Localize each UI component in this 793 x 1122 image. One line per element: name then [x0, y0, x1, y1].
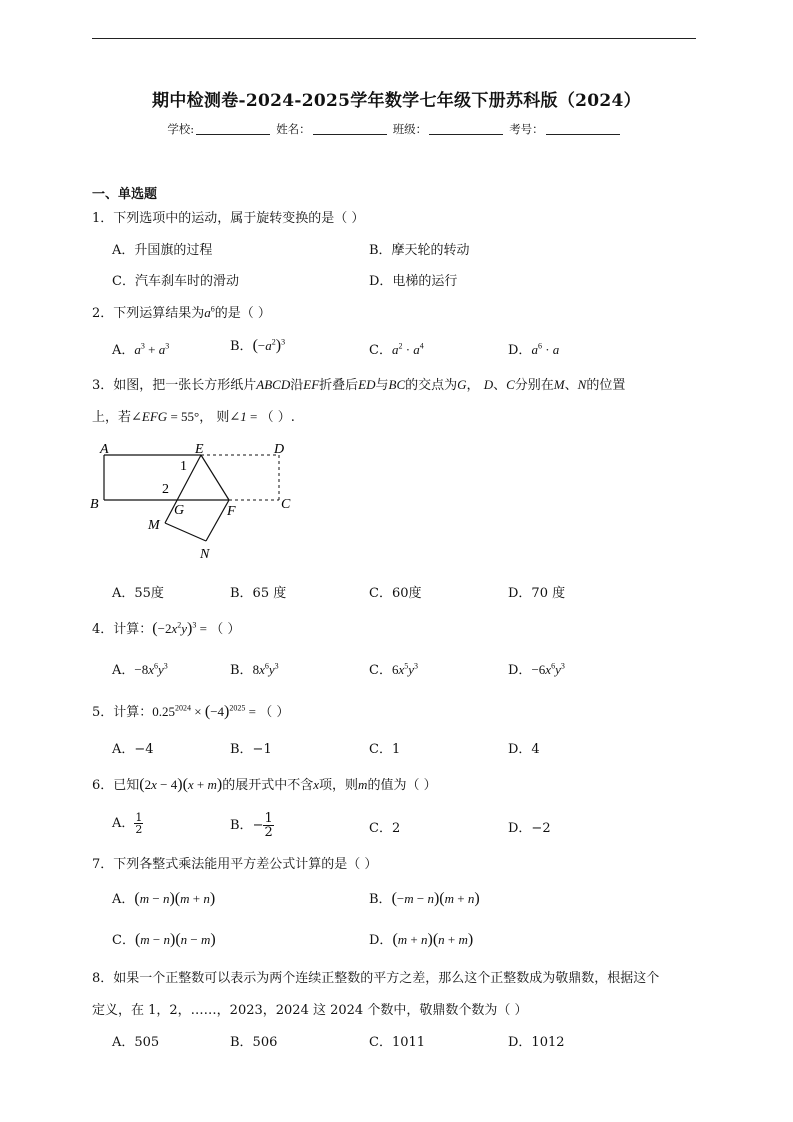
q1-option-c: C．汽车刹车时的滑动 [112, 274, 239, 289]
q3-option-c: C．60度 [369, 586, 422, 601]
fig-label-e: E [195, 442, 204, 457]
school-blank[interactable] [196, 123, 270, 135]
q8-option-d: D．1012 [508, 1035, 565, 1050]
q7-option-a: A．(m − n)(m + n) [112, 890, 216, 907]
q4-option-b: B．$8x^6y^3$ [230, 661, 279, 678]
school-label: 学校: [167, 122, 195, 136]
fig-line-ef [201, 455, 229, 500]
class-blank[interactable] [429, 123, 503, 135]
q6-option-d: D．−2 [508, 821, 551, 836]
q7-option-c: C．(m − n)(n − m) [112, 931, 216, 948]
fig-line-nf [206, 500, 229, 541]
q6-option-b: B．− $\frac{1}{2}$ [230, 811, 273, 840]
q7-option-b: B．(−m − n)(m + n) [369, 890, 480, 907]
q8-option-a: A．505 [112, 1035, 160, 1050]
q7-option-d: D．(m + n)(n + m) [369, 931, 474, 948]
q5-option-b: B．−1 [230, 742, 272, 757]
top-rule [92, 38, 696, 39]
q2-option-a: A．$a^3 + a^3$ [112, 341, 170, 358]
q1-option-b: B．摩天轮的转动 [369, 243, 470, 258]
name-label: 姓名： [276, 122, 311, 136]
fig-label-m: M [148, 518, 160, 533]
fig-label-c: C [281, 497, 291, 512]
class-label: 班级： [392, 122, 428, 136]
q8-stem-line1: 8．如果一个正整数可以表示为两个连续正整数的平方之差，那么这个正整数成为敬鼎数，根据这个 [92, 971, 660, 986]
q3-figure [88, 438, 303, 563]
student-info-line [0, 121, 793, 137]
fig-line-mn [165, 523, 206, 541]
q2-option-c: C．$a^2 \cdot a^4$ [369, 341, 424, 358]
name-blank[interactable] [313, 123, 387, 135]
q3-stem-line2: 上，若∠EFG = 55°， 则∠1 = （ ）. [92, 409, 295, 425]
q5-option-c: C．1 [369, 742, 401, 757]
q2-option-b: B．$(-a^2)^3$ [230, 337, 286, 354]
section-heading: 一、单选题 [92, 187, 158, 202]
q5-stem: 5．计算：$0.25^{2024} \times (-4)^{2025}$ = （ ） [92, 703, 290, 720]
q2-option-d: D．$a^6 \cdot a$ [508, 341, 560, 358]
fig-label-angle-2: 2 [162, 482, 169, 497]
q4-option-c: C．$6x^5y^3$ [369, 661, 419, 678]
q8-option-b: B．506 [230, 1035, 278, 1050]
q5-option-d: D．4 [508, 742, 540, 757]
q4-stem: 4．计算：$(-2x^2y)^3$ = （ ） [92, 620, 241, 637]
fig-label-f: F [227, 504, 236, 519]
q1-option-a: A．升国旗的过程 [112, 243, 213, 258]
q3-option-d: D．70 度 [508, 586, 566, 601]
fig-label-angle-1: 1 [180, 459, 187, 474]
q6-option-c: C．2 [369, 821, 401, 836]
q6-stem: 6．已知(2x − 4)(x + m)的展开式中不含x项，则m的值为（ ） [92, 776, 437, 793]
q3-stem-line1: 3．如图，把一张长方形纸片ABCD沿EF折叠后ED与BC的交点为G， D、C分别在M、N的位置 [92, 377, 626, 393]
fig-label-b: B [90, 497, 99, 512]
page-title: 期中检测卷-2024-2025学年数学七年级下册苏科版（2024） [152, 91, 641, 111]
fig-label-n: N [200, 547, 210, 562]
q7-stem: 7．下列各整式乘法能用平方差公式计算的是（ ） [92, 857, 378, 872]
q2-stem: 2．下列运算结果为$a^6$的是（ ） [92, 304, 271, 321]
fig-label-d: D [274, 442, 285, 457]
exam-no-label: 考号： [509, 122, 544, 136]
q4-option-d: D．$-6x^6y^3$ [508, 661, 565, 678]
fig-label-g: G [174, 503, 185, 518]
fig-label-a: A [100, 442, 109, 457]
q5-option-a: A．−4 [112, 742, 154, 757]
q4-option-a: A．$-8x^6y^3$ [112, 661, 168, 678]
q3-option-b: B．65 度 [230, 586, 287, 601]
q8-option-c: C．1011 [369, 1035, 426, 1050]
q8-stem-line2: 定义，在 1，2，……，2023，2024 这 2024 个数中，敬鼎数个数为（ ） [92, 1003, 528, 1018]
q1-option-d: D．电梯的运行 [369, 274, 458, 289]
q1-stem: 1．下列选项中的运动，属于旋转变换的是（ ） [92, 211, 365, 226]
q6-option-a: A． $\frac{1}{2}$ [112, 811, 143, 836]
q3-option-a: A．55度 [112, 586, 164, 601]
exam-no-blank[interactable] [546, 123, 620, 135]
